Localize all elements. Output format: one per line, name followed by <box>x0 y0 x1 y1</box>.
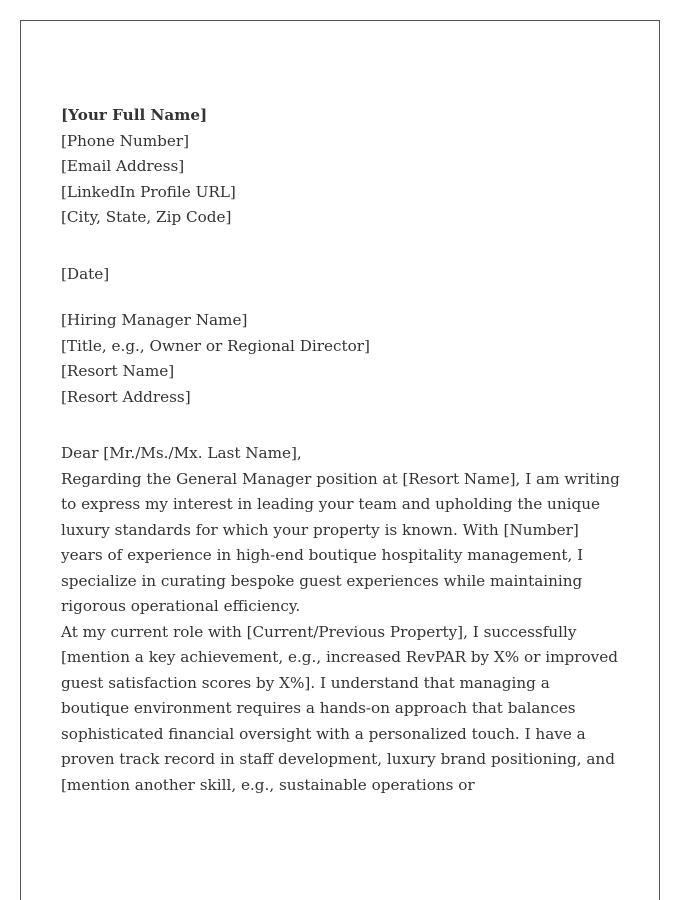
recipient-title: [Title, e.g., Owner or Regional Director] <box>61 336 370 355</box>
sender-linkedin: [LinkedIn Profile URL] <box>61 182 236 201</box>
sender-name: [Your Full Name] <box>61 106 208 124</box>
recipient-name: [Hiring Manager Name] <box>61 311 248 329</box>
letter-page <box>20 20 660 900</box>
sender-email: [Email Address] <box>61 157 185 175</box>
letter-body <box>61 103 621 798</box>
sender-block <box>61 103 621 231</box>
recipient-address: [Resort Address] <box>61 387 191 406</box>
recipient-company: [Resort Name] <box>61 362 175 380</box>
salutation: Dear [Mr./Ms./Mx. Last Name], <box>61 444 302 462</box>
letter-date: [Date] <box>61 264 110 283</box>
body-paragraph-1: Regarding the General Manager position at [Resort Name], I am writing to express my interest in leading your team and upholding the unique luxury standards for which your property is known. With [Number] years of experience in high-end boutique hospitality management, I specialize in curating bespoke guest experiences while maintaining rigorous operational efficiency. <box>61 469 620 615</box>
recipient-block <box>61 308 621 410</box>
sender-location: [City, State, Zip Code] <box>61 208 232 226</box>
sender-phone: [Phone Number] <box>61 131 190 150</box>
body-paragraph-2: At my current role with [Current/Previous Property], I successfully [mention a key achievement, e.g., increased RevPAR by X% or improved guest satisfaction scores by X%]. I understand that managing a boutique environment requires a hands-on approach that balances sophisticated financial oversight with a personalized touch. I have a proven track record in staff development, luxury brand positioning, and [mention another skill, e.g., sustainable operations or <box>61 622 618 794</box>
page-cutoff-mask <box>21 803 659 900</box>
